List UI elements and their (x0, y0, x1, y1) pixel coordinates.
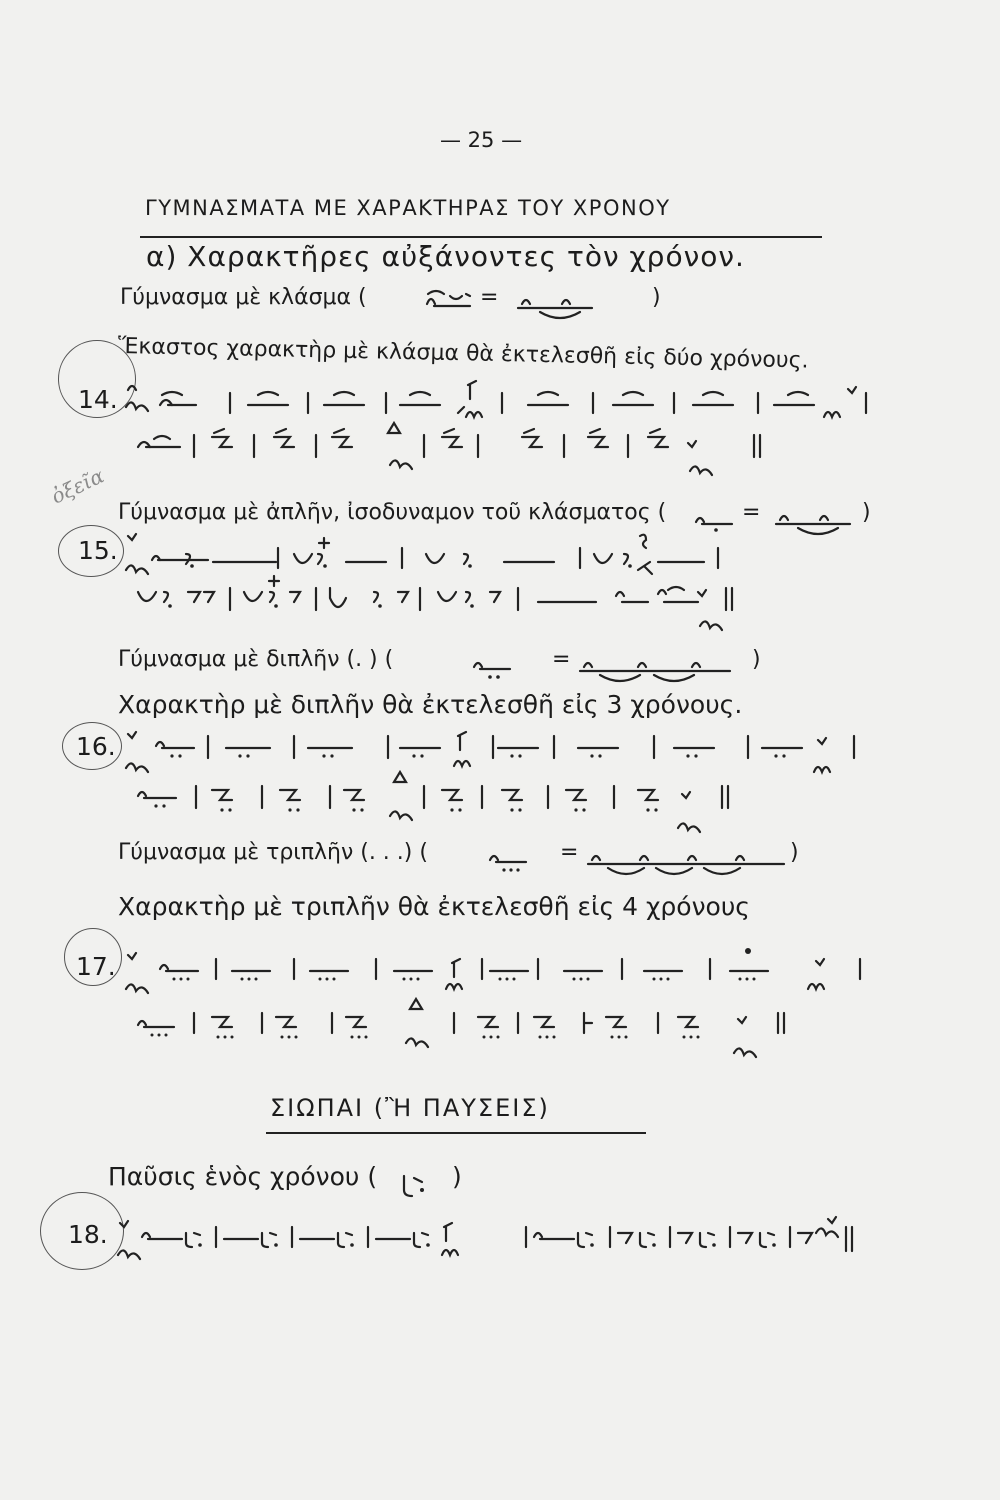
exercise-number: 15. (78, 536, 118, 565)
exercise-intro-close: ) (790, 840, 799, 865)
subheading: α) Χαρακτῆρες αὐξάνοντες τὸν χρόνον. (146, 240, 745, 273)
exercise-intro: Γύμνασμα μὲ ἀπλῆν, ἰσοδυναμον τοῦ κλάσματος ( (118, 500, 667, 525)
rests-heading-underline (266, 1132, 646, 1134)
rule-text: Χαρακτὴρ μὲ διπλῆν θὰ ἐκτελεσθῆ εἰς 3 χρόνους. (118, 690, 743, 719)
section-heading: ΓΥΜΝΑΣΜΑΤΑ ΜΕ ΧΑΡΑΚΤΗΡΑΣ ΤΟΥ ΧΡΟΝΟΥ (145, 196, 671, 220)
rests-intro: Παῦσις ἑνὸς χρόνου ( (108, 1162, 378, 1191)
rests-intro-close: ) (452, 1162, 462, 1191)
tripli-equation-icon (484, 838, 794, 884)
exercise-number: 14. (78, 385, 118, 414)
exercise-intro: Γύμνασμα μὲ διπλῆν (. ) ( (118, 647, 394, 672)
exercise-number: 17. (76, 952, 116, 981)
exercise-15-notation (118, 530, 888, 650)
exercise-intro: Γύμνασμα μὲ κλάσμα ( (120, 285, 367, 310)
exercise-17-notation (118, 945, 888, 1070)
exercise-intro-close: ) (652, 285, 661, 310)
exercise-intro-close: ) (862, 500, 871, 525)
exercise-14-notation (118, 375, 888, 495)
equals-sign: = (560, 840, 579, 865)
rests-heading: ΣΙΩΠΑΙ (Ἢ ΠΑΥΣΕΙΣ) (270, 1094, 550, 1122)
rule-text: Ἕκαστος χαρακτὴρ μὲ κλάσμα θὰ ἐκτελεσθῆ εἰς δύο χρόνους. (117, 334, 809, 374)
rule-text: Χαρακτὴρ μὲ τριπλῆν θὰ ἐκτελεσθῆ εἰς 4 χρόνους (118, 892, 750, 921)
exercise-16-notation (118, 728, 888, 848)
klasma-equation-icon (422, 282, 642, 322)
exercise-intro-close: ) (752, 647, 761, 672)
equals-sign: = (480, 285, 499, 310)
equals-sign: = (742, 500, 761, 525)
exercise-number: 18. (68, 1220, 108, 1249)
heading-underline (140, 236, 822, 238)
margin-annotation: ὀξεῖα (47, 463, 108, 509)
exercise-intro: Γύμνασμα μὲ τριπλῆν (. . .) ( (118, 840, 428, 865)
equals-sign: = (552, 647, 571, 672)
exercise-18-notation (112, 1215, 872, 1285)
rest-sign-icon (398, 1170, 438, 1200)
exercise-number: 16. (76, 732, 116, 761)
page-number: — 25 — (440, 128, 523, 152)
dipli-equation-icon (468, 645, 758, 691)
